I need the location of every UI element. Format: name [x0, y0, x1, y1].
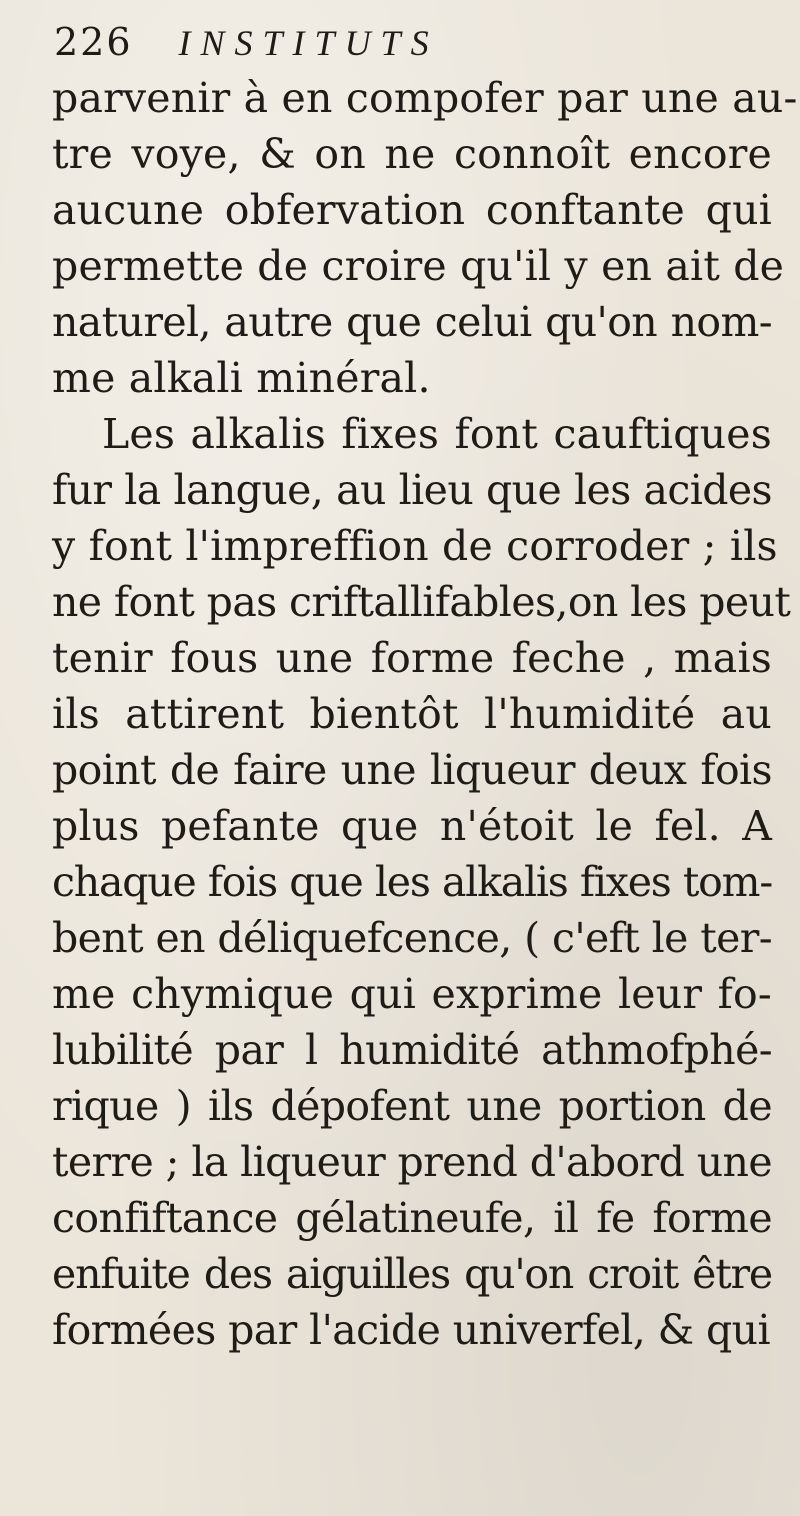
text-line-3: aucune obfervation conftante qui — [52, 186, 772, 234]
text-line-20: terre ; la liqueur prend d'abord une — [52, 1138, 772, 1186]
text-line-23: formées par l'acide univerfel, & qui — [52, 1306, 770, 1354]
text-line-2: tre voye, & on ne connoît encore — [52, 130, 772, 178]
text-line-19: rique ) ils dépofent une portion de — [52, 1082, 772, 1130]
text-line-13: point de faire une liqueur deux fois — [52, 746, 772, 794]
running-title: INSTITUTS — [178, 23, 439, 63]
text-line-11: tenir fous une forme feche , mais — [52, 634, 772, 682]
text-line-15: chaque fois que les alkalis fixes tom- — [52, 858, 772, 906]
text-line-22: enfuite des aiguilles qu'on croit être — [52, 1250, 772, 1298]
page-number: 226 — [54, 20, 133, 64]
running-head — [54, 20, 439, 74]
text-line-6: me alkali minéral. — [52, 354, 431, 402]
text-line-8: fur la langue, au lieu que les acides — [52, 466, 772, 514]
text-line-4: permette de croire qu'il y en ait de — [52, 242, 785, 290]
text-line-1: parvenir à en compofer par une au- — [52, 74, 798, 122]
text-line-17: me chymique qui exprime leur fo- — [52, 970, 772, 1018]
text-line-7: Les alkalis fixes font cauftiques — [102, 410, 772, 458]
text-line-14: plus pefante que n'étoit le fel. A — [52, 802, 772, 850]
text-line-12: ils attirent bientôt l'humidité au — [52, 690, 772, 738]
text-line-18: lubilité par l humidité athmofphé- — [52, 1026, 772, 1074]
text-line-9: y font l'impreffion de corroder ; ils — [52, 522, 778, 570]
text-line-10: ne font pas criftallifables,on les peut — [52, 578, 791, 626]
text-line-21: confiftance gélatineufe, il fe forme — [52, 1194, 772, 1242]
text-line-16: bent en déliquefcence, ( c'eft le ter- — [52, 914, 772, 962]
text-line-5: naturel, autre que celui qu'on nom- — [52, 298, 772, 346]
body-text — [52, 70, 798, 1358]
